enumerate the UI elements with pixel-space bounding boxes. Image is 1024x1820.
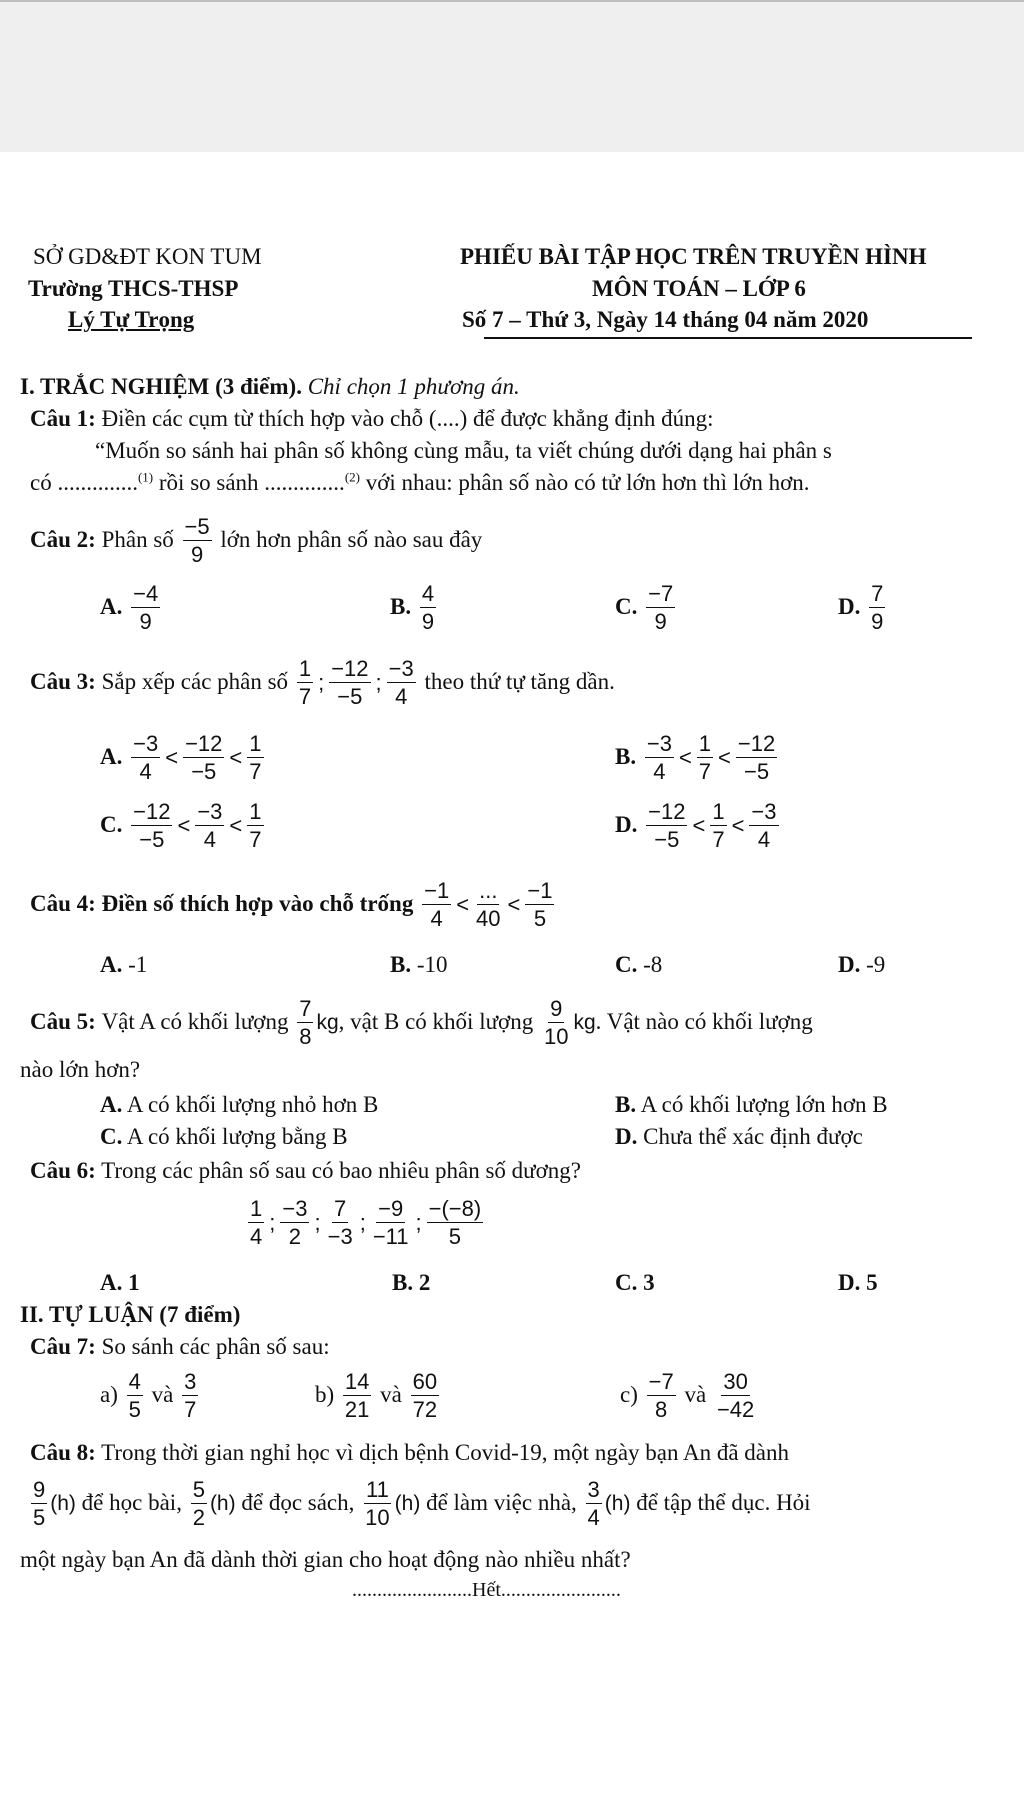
- q3-frac-3-den: 4: [395, 684, 408, 710]
- q2-option-a[interactable]: [100, 582, 163, 633]
- q6-frac-3: [326, 1197, 355, 1248]
- q3-frac-2-num: −12: [329, 657, 370, 683]
- q3-option-d-letter: D.: [615, 812, 638, 838]
- q2-label: Câu 2:: [30, 527, 96, 553]
- q1-blank1-text[interactable]: có ..............: [30, 470, 138, 495]
- q7-a-f1: [127, 1370, 143, 1421]
- q3-label: Câu 3:: [30, 669, 96, 695]
- q6-option-c-letter: C.: [615, 1270, 638, 1295]
- q3-option-c-letter: C.: [100, 812, 123, 838]
- q3-c-f3: [247, 800, 263, 851]
- q3-option-c[interactable]: [100, 800, 267, 851]
- q3-b-f2-num: 1: [697, 732, 713, 758]
- q4-frac-1: [422, 879, 451, 930]
- header-school-name: Lý Tự Trọng: [68, 307, 195, 332]
- q2-option-b-frac: [420, 582, 436, 633]
- q3-b-f1-num: −3: [645, 732, 674, 758]
- q3-b-f3: [736, 732, 777, 783]
- q3-a-lt2: <: [229, 744, 243, 770]
- q8-line2: [28, 1478, 811, 1529]
- q7-c-and: và: [684, 1382, 707, 1408]
- q2-option-b-letter: B.: [390, 594, 412, 620]
- q3-c-f3-den: 7: [249, 827, 262, 853]
- q8-f3: [363, 1478, 391, 1529]
- section1-note: Chỉ chọn 1 phương án.: [307, 374, 520, 399]
- q3-d-lt1: <: [692, 812, 706, 838]
- q7-b-f1-num: 14: [343, 1370, 371, 1396]
- q6-frac-2: [280, 1197, 309, 1248]
- q7-part-c-letter: c): [620, 1382, 638, 1408]
- q6-sep-4: ;: [415, 1209, 422, 1235]
- q4-frac-blank-num: ...: [477, 879, 499, 905]
- q2-option-a-letter: A.: [100, 594, 123, 620]
- q8-f2-den: 2: [192, 1505, 205, 1531]
- q4-frac-3-num: −1: [525, 879, 554, 905]
- q3-a-f1: [131, 732, 160, 783]
- q8-f4: [586, 1478, 602, 1529]
- q6-text: Trong các phân số sau có bao nhiêu phân số dương?: [101, 1158, 582, 1183]
- q7-a-f2-num: 3: [182, 1370, 198, 1396]
- q3-c-f3-num: 1: [247, 800, 263, 826]
- q1-prompt: [30, 406, 714, 432]
- q5-option-b-text: A có khối lượng lớn hơn B: [640, 1092, 888, 1117]
- q8-f3-num: 11: [364, 1478, 391, 1504]
- q8-f1-num: 9: [31, 1478, 47, 1504]
- q4-option-d-letter: D.: [838, 952, 861, 977]
- q3-a-f3: [247, 732, 263, 783]
- q8-f4-num: 3: [586, 1478, 602, 1504]
- q6-frac-5: [427, 1197, 484, 1248]
- q2-option-a-num: −4: [131, 582, 160, 608]
- q3-a-f1-den: 4: [139, 759, 152, 785]
- q5-option-a-text: A có khối lượng nhỏ hơn B: [126, 1092, 379, 1117]
- q7-a-f1-den: 5: [128, 1397, 141, 1423]
- q3-b-f2-den: 7: [698, 759, 712, 785]
- q3-prompt: [30, 657, 615, 708]
- q8-f3-den: 10: [365, 1505, 390, 1531]
- q6-frac-4-num: −9: [376, 1197, 405, 1223]
- browser-top-bar: [0, 0, 1024, 152]
- q6-frac-5-den: 5: [448, 1224, 462, 1250]
- q6-option-b-letter: B.: [392, 1270, 414, 1295]
- q3-d-f3-den: 4: [757, 827, 771, 853]
- q7-prompt: [30, 1334, 330, 1360]
- q3-b-lt1: <: [678, 744, 692, 770]
- q2-option-c[interactable]: [615, 582, 678, 633]
- q1-line2: [30, 470, 810, 496]
- q6-frac-2-num: −3: [280, 1197, 309, 1223]
- q5-option-b-letter: B.: [615, 1092, 637, 1117]
- q3-d-f1-num: −12: [646, 800, 687, 826]
- q3-d-f2-num: 1: [710, 800, 726, 826]
- q3-c-f1-den: −5: [139, 827, 165, 853]
- q3-c-f1: [131, 800, 172, 851]
- q7-b-f1: [343, 1370, 371, 1421]
- q4-option-b[interactable]: [390, 952, 448, 978]
- q5-option-c[interactable]: [100, 1124, 348, 1150]
- q2-text-b: lớn hơn phân số nào sau đây: [220, 527, 483, 553]
- q6-option-c-value: 3: [643, 1270, 655, 1295]
- q7-part-a: [100, 1370, 201, 1421]
- q3-b-f1: [645, 732, 674, 783]
- q4-option-d[interactable]: [838, 952, 885, 978]
- q4-label: Câu 4:: [30, 891, 96, 917]
- q5-frac-a-den: 8: [299, 1024, 312, 1050]
- q3-frac-3: [387, 657, 416, 708]
- q5-frac-a: [297, 997, 313, 1048]
- q3-frac-1-den: 7: [298, 684, 312, 710]
- q7-b-f2-den: 72: [412, 1397, 438, 1423]
- q1-text: Điền các cụm từ thích hợp vào chỗ (....) để được khẳng định đúng:: [101, 406, 714, 431]
- q6-frac-3-num: 7: [332, 1197, 348, 1223]
- q7-part-b-letter: b): [315, 1382, 335, 1408]
- q3-text-a: Sắp xếp các phân số: [101, 669, 289, 695]
- q5-text-b: , vật B có khối lượng: [338, 1009, 534, 1035]
- q4-frac-3: [525, 879, 554, 930]
- q6-option-d[interactable]: [838, 1270, 878, 1296]
- q2-option-d-num: 7: [869, 582, 885, 608]
- q7-b-f1-den: 21: [344, 1397, 370, 1423]
- q4-option-c-value: -8: [643, 952, 663, 977]
- q8-unit-4: (h): [604, 1491, 631, 1515]
- q7-a-f2-den: 7: [184, 1397, 197, 1423]
- q6-frac-2-den: 2: [288, 1224, 302, 1250]
- q8-prompt: [30, 1440, 789, 1466]
- q2-option-b-num: 4: [420, 582, 436, 608]
- q3-option-d[interactable]: [615, 800, 782, 851]
- q3-a-f2: [183, 732, 224, 783]
- q6-frac-1: [248, 1197, 264, 1248]
- q3-a-f3-den: 7: [249, 759, 262, 785]
- q2-option-c-num: −7: [646, 582, 675, 608]
- q7-part-c: [620, 1370, 759, 1421]
- q3-c-lt2: <: [229, 812, 243, 838]
- q3-b-f3-num: −12: [736, 732, 777, 758]
- q6-option-a-value: 1: [128, 1270, 140, 1295]
- q8-unit-1: (h): [50, 1491, 76, 1515]
- q7-part-a-letter: a): [100, 1382, 118, 1408]
- q6-option-c[interactable]: [615, 1270, 655, 1296]
- q5-prompt: [30, 997, 813, 1048]
- q3-text-b: theo thứ tự tăng dần.: [424, 669, 615, 695]
- top-edge: [0, 0, 1024, 2]
- q2-option-d-frac: [869, 582, 885, 633]
- q3-c-f2-den: 4: [203, 827, 216, 853]
- q6-option-a[interactable]: [100, 1270, 140, 1296]
- q8-t2: để đọc sách,: [241, 1490, 355, 1516]
- q5-unit-a: kg: [316, 1010, 339, 1034]
- q7-text: So sánh các phân số sau:: [101, 1334, 330, 1359]
- q5-unit-b: kg: [573, 1010, 596, 1034]
- q4-text: Điền số thích hợp vào chỗ trống: [101, 891, 414, 917]
- q8-f1-den: 5: [33, 1505, 46, 1531]
- q3-b-f1-den: 4: [653, 759, 666, 785]
- q4-option-b-value: -10: [416, 952, 448, 977]
- q7-a-f2: [182, 1370, 198, 1421]
- q3-d-f3: [749, 800, 778, 851]
- q2-fraction-num: −5: [183, 515, 212, 541]
- q5-option-d[interactable]: [615, 1124, 863, 1150]
- q1-blank2-text[interactable]: rồi so sánh ..............: [153, 470, 345, 495]
- q3-option-a-letter: A.: [100, 744, 123, 770]
- q8-f2-num: 5: [191, 1478, 207, 1504]
- q2-text-a: Phân số: [101, 527, 174, 553]
- q8-t4: để tập thể dục. Hỏi: [636, 1490, 811, 1516]
- q2-fraction-den: 9: [190, 542, 204, 568]
- q3-sep-2: ;: [375, 669, 382, 695]
- q8-label: Câu 8:: [30, 1440, 96, 1465]
- q7-c-f1: [647, 1370, 676, 1421]
- q5-text-a: Vật A có khối lượng: [101, 1009, 289, 1035]
- q6-option-b[interactable]: [392, 1270, 430, 1296]
- q3-c-f2: [195, 800, 224, 851]
- q7-a-f1-num: 4: [127, 1370, 143, 1396]
- q7-c-f2-num: 30: [721, 1370, 749, 1396]
- q4-lt-2: <: [507, 891, 521, 917]
- q7-part-b: [315, 1370, 442, 1421]
- q6-fractions: [245, 1197, 486, 1248]
- q7-b-f2-num: 60: [411, 1370, 439, 1396]
- q8-t3: để làm việc nhà,: [426, 1490, 577, 1516]
- q6-frac-1-den: 4: [250, 1224, 263, 1250]
- q3-frac-2: [329, 657, 370, 708]
- q8-line3: một ngày bạn An đã dành thời gian cho hoạt động nào nhiều nhất?: [20, 1547, 631, 1572]
- q4-frac-1-num: −1: [422, 879, 451, 905]
- q5-option-a[interactable]: [100, 1092, 378, 1118]
- q6-sep-1: ;: [269, 1209, 276, 1235]
- q3-d-f2: [710, 800, 726, 851]
- q4-frac-blank[interactable]: [474, 879, 502, 930]
- q7-b-and: và: [380, 1382, 402, 1408]
- q3-d-f1: [646, 800, 687, 851]
- header-underline: [484, 337, 972, 339]
- q3-c-f2-num: −3: [195, 800, 224, 826]
- q2-option-c-den: 9: [654, 609, 667, 635]
- q7-c-f1-num: −7: [647, 1370, 676, 1396]
- q8-unit-2: (h): [209, 1491, 236, 1515]
- q6-option-d-letter: D.: [838, 1270, 861, 1295]
- q1-sup2: (2): [344, 469, 360, 485]
- q4-option-c-letter: C.: [615, 952, 638, 977]
- q3-option-b-letter: B.: [615, 744, 637, 770]
- q5-option-a-letter: A.: [100, 1092, 123, 1117]
- q4-option-a-letter: A.: [100, 952, 123, 977]
- q8-f1: [31, 1478, 47, 1529]
- end-marker: ........................Hết........................: [352, 1579, 621, 1601]
- q1-line1: “Muốn so sánh hai phân số không cùng mẫu, ta viết chúng dưới dạng hai phân s: [95, 438, 832, 463]
- q4-frac-3-den: 5: [533, 906, 547, 932]
- q2-option-b-den: 9: [421, 609, 435, 635]
- q5-frac-b-num: 9: [548, 997, 564, 1023]
- q8-f2: [191, 1478, 207, 1529]
- q3-d-f3-num: −3: [749, 800, 778, 826]
- q2-option-a-frac: [131, 582, 160, 633]
- q5-option-d-letter: D.: [615, 1124, 638, 1149]
- q2-option-b[interactable]: [390, 582, 439, 633]
- q3-c-f1-num: −12: [131, 800, 172, 826]
- q4-frac-1-den: 4: [430, 906, 443, 932]
- q6-frac-1-num: 1: [248, 1197, 264, 1223]
- q7-b-f2: [411, 1370, 439, 1421]
- header-dept: SỞ GD&ĐT KON TUM: [33, 244, 262, 269]
- q3-option-a[interactable]: [100, 732, 267, 783]
- q4-option-c[interactable]: [615, 952, 662, 978]
- q2-option-d-letter: D.: [838, 594, 861, 620]
- q3-a-f2-num: −12: [183, 732, 224, 758]
- q6-option-a-letter: A.: [100, 1270, 123, 1295]
- q2-option-c-letter: C.: [615, 594, 638, 620]
- q8-unit-3: (h): [394, 1491, 421, 1515]
- q6-option-b-value: 2: [418, 1270, 431, 1295]
- q4-prompt: [30, 879, 557, 930]
- q8-line1: Trong thời gian nghỉ học vì dịch bệnh Covid-19, một ngày bạn An đã dành: [101, 1440, 789, 1465]
- q2-prompt: [30, 515, 482, 566]
- q5-option-c-letter: C.: [100, 1124, 123, 1149]
- q3-c-lt1: <: [177, 812, 191, 838]
- q4-option-a[interactable]: [100, 952, 147, 978]
- q5-option-d-text: Chưa thể xác định được: [643, 1124, 863, 1149]
- q6-label: Câu 6:: [30, 1158, 96, 1183]
- q8-f4-den: 4: [587, 1505, 600, 1531]
- q3-frac-2-den: −5: [337, 684, 363, 710]
- section2-title: II. TỰ LUẬN (7 điểm): [20, 1302, 241, 1327]
- q5-text-c: . Vật nào có khối lượng: [595, 1009, 813, 1035]
- header-subject: MÔN TOÁN – LỚP 6: [592, 276, 806, 301]
- q1-sup1: (1): [137, 469, 154, 485]
- q3-a-lt1: <: [165, 744, 179, 770]
- q4-frac-blank-den: 40: [476, 906, 501, 932]
- q2-option-d-den: 9: [871, 609, 884, 635]
- q3-a-f2-den: −5: [191, 759, 217, 785]
- section1-title: I. TRẮC NGHIỆM (3 điểm).: [20, 374, 302, 399]
- q7-label: Câu 7:: [30, 1334, 96, 1359]
- q3-frac-3-num: −3: [387, 657, 416, 683]
- q7-c-f2: [715, 1370, 756, 1421]
- q5-frac-b-den: 10: [543, 1024, 569, 1050]
- q5-option-c-text: A có khối lượng bằng B: [126, 1124, 348, 1149]
- q3-b-lt2: <: [718, 744, 731, 770]
- q5-line2: nào lớn hơn?: [20, 1057, 141, 1082]
- q1-label: Câu 1:: [30, 406, 96, 431]
- q6-prompt: [30, 1158, 581, 1184]
- q6-sep-3: ;: [359, 1209, 366, 1235]
- header-issue: Số 7 – Thứ 3, Ngày 14 tháng 04 năm 2020: [462, 307, 869, 332]
- worksheet-page[interactable]: [0, 152, 1024, 1820]
- header-school: Trường THCS-THSP: [28, 276, 239, 301]
- q3-b-f3-den: −5: [744, 759, 770, 785]
- q5-frac-a-num: 7: [297, 997, 313, 1023]
- q7-c-f1-den: 8: [655, 1397, 668, 1423]
- q2-option-d[interactable]: [838, 582, 888, 633]
- q3-option-b[interactable]: [615, 732, 780, 783]
- q6-frac-5-num: −(−8): [427, 1197, 484, 1223]
- q3-a-f1-num: −3: [131, 732, 160, 758]
- q6-frac-4: [371, 1197, 411, 1248]
- q3-d-f1-den: −5: [654, 827, 680, 853]
- q3-d-f2-den: 7: [712, 827, 725, 853]
- q5-label: Câu 5:: [30, 1009, 96, 1035]
- q2-fraction: [183, 515, 212, 566]
- q2-option-c-frac: [646, 582, 675, 633]
- q6-option-d-value: 5: [866, 1270, 878, 1295]
- q6-sep-2: ;: [314, 1209, 321, 1235]
- q3-b-f2: [697, 732, 713, 783]
- q5-frac-b: [542, 997, 570, 1048]
- header-title: PHIẾU BÀI TẬP HỌC TRÊN TRUYỀN HÌNH: [460, 244, 927, 269]
- q7-a-and: và: [151, 1382, 174, 1408]
- q7-c-f2-den: −42: [716, 1397, 755, 1423]
- q3-d-lt2: <: [731, 812, 745, 838]
- q2-option-a-den: 9: [139, 609, 152, 635]
- q1-line2-end: với nhau: phân số nào có tử lớn hơn thì lớn hơn.: [359, 470, 810, 495]
- q3-sep-1: ;: [318, 669, 325, 695]
- q3-frac-1: [297, 657, 313, 708]
- q8-t1: để học bài,: [81, 1490, 182, 1516]
- q3-a-f3-num: 1: [247, 732, 263, 758]
- q4-option-b-letter: B.: [390, 952, 412, 977]
- q4-option-d-value: -9: [866, 952, 886, 977]
- q4-option-a-value: -1: [128, 952, 148, 977]
- q6-frac-3-den: −3: [327, 1224, 353, 1250]
- q6-frac-4-den: −11: [372, 1224, 409, 1250]
- q3-frac-1-num: 1: [297, 657, 313, 683]
- q4-lt-1: <: [456, 891, 470, 917]
- q5-option-b[interactable]: [615, 1092, 888, 1118]
